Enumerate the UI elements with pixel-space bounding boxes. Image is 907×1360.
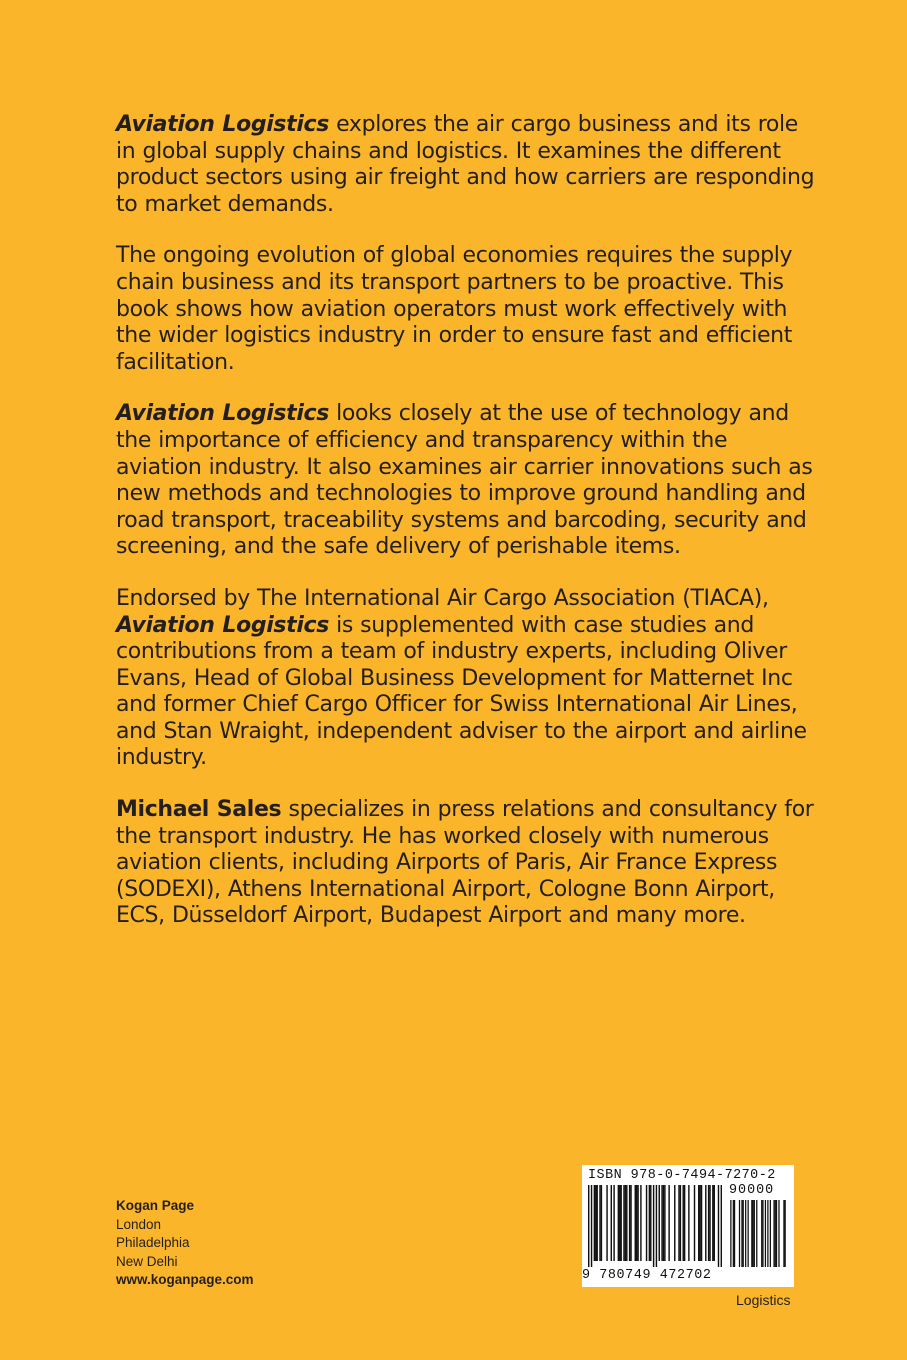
blurb-text: Endorsed by The International Air Cargo Association (TIACA),: [116, 585, 769, 611]
barcode-bar: [718, 1185, 719, 1267]
barcode-bar: [756, 1200, 757, 1267]
barcode-bar: [613, 1185, 614, 1261]
barcode-bar: [683, 1185, 684, 1261]
barcode-bar: [785, 1200, 786, 1267]
blurb-text: specializes in press relations and consultancy for the transport industry. He has worked closely with numerous aviation clients, including Airports of Paris, Air France Express (SODEXI), Athens International Airport, Cologne Bonn Airport, ECS, Düsseldorf Airport, Budapest Airport and many more.: [116, 797, 814, 929]
barcode-bar: [783, 1200, 784, 1267]
barcode-bar: [626, 1185, 627, 1261]
barcode-bar: [684, 1185, 685, 1261]
publisher-city: New Delhi: [116, 1253, 178, 1269]
barcode-bar: [775, 1200, 776, 1267]
barcode-bar: [754, 1200, 755, 1267]
price-code: 90000: [729, 1183, 775, 1198]
barcode-bar: [629, 1185, 630, 1261]
publisher-website: www.koganpage.com: [116, 1272, 254, 1288]
blurb-paragraph-3: [116, 401, 816, 561]
barcode-bar: [659, 1185, 660, 1261]
barcode-bar: [680, 1185, 681, 1261]
barcode-bar: [596, 1185, 597, 1261]
barcode-bar: [698, 1185, 699, 1261]
blurb-text: The ongoing evolution of global economies requires the supply chain business and its transport partners to be proactive. This book shows how aviation operators must work effectively with the wider logistics industry in order to ensure fast and efficient facilitation.: [116, 243, 793, 375]
isbn-barcode: [582, 1165, 794, 1287]
barcode-bar: [620, 1185, 621, 1261]
barcode-bar: [761, 1200, 762, 1267]
barcode-bar: [640, 1185, 641, 1261]
barcode-bar: [708, 1185, 709, 1261]
barcode-bar: [636, 1185, 637, 1261]
barcode-bar: [663, 1185, 664, 1261]
barcode-bar: [650, 1185, 651, 1261]
barcode-bar: [664, 1185, 665, 1261]
author-name: Michael Sales: [116, 797, 282, 823]
blurb-text: is supplemented with case studies and contributions from a team of industry experts, including Oliver Evans, Head of Global Business Development for Matternet Inc and former Chief Cargo Officer for Swiss International Air Lines, and Stan Wraight, independent adviser to the airport and airline industry.: [116, 612, 807, 771]
barcode-bar: [709, 1185, 710, 1261]
barcode-bar: [618, 1185, 619, 1261]
barcode-bar: [748, 1200, 749, 1267]
ean-digits: 9 780749 472702: [582, 1268, 712, 1283]
book-title: Aviation Logistics: [116, 612, 329, 638]
barcode-bar: [721, 1185, 722, 1267]
author-bio: [116, 797, 816, 930]
barcode-bar: [591, 1185, 592, 1267]
barcode-bar: [741, 1200, 742, 1267]
barcode-bar: [712, 1185, 713, 1261]
barcode-bar: [694, 1185, 695, 1261]
barcode-bar: [701, 1185, 702, 1261]
barcode-bar: [661, 1185, 662, 1261]
blurb-text: explores the air cargo business and its role in global supply chains and logistics. It examines the different product sectors using air freight and how carriers are responding to market demands.: [116, 112, 815, 217]
barcode-bar: [770, 1200, 771, 1267]
barcode-bar: [635, 1185, 636, 1261]
barcode-bar: [674, 1185, 675, 1261]
barcode-bar: [599, 1185, 600, 1261]
barcode-bar: [688, 1185, 689, 1261]
barcode-bar: [656, 1185, 657, 1267]
barcode-bar: [606, 1185, 607, 1261]
barcode-bar: [733, 1200, 734, 1267]
book-title: Aviation Logistics: [116, 112, 329, 137]
barcode-bar: [588, 1185, 589, 1267]
blurb-text: looks closely at the use of technology and the importance of efficiency and transparency within the aviation industry. It also examines air carrier innovations such as new methods and technologies to improve ground handling and road transport, traceability systems and barcoding, security and screening, and the safe delivery of perishable items.: [116, 401, 813, 560]
barcode-bar: [773, 1200, 774, 1267]
barcode-bar: [762, 1200, 763, 1267]
back-cover-blurb: [116, 112, 816, 955]
blurb-paragraph-2: [116, 243, 816, 376]
barcode-bar: [765, 1200, 766, 1267]
barcode-bar: [637, 1185, 638, 1261]
addon-barcode-bars: [729, 1200, 787, 1267]
barcode-bar: [678, 1185, 679, 1261]
barcode-bar: [730, 1200, 731, 1267]
barcode-bar: [752, 1200, 753, 1267]
barcode-bar: [705, 1185, 706, 1261]
barcode-bar: [668, 1185, 669, 1261]
barcode-bar: [778, 1200, 779, 1267]
book-title: Aviation Logistics: [116, 401, 329, 427]
blurb-paragraph-4: [116, 586, 816, 772]
barcode-bar: [739, 1200, 740, 1267]
category-label: Logistics: [736, 1292, 791, 1308]
barcode-bar: [630, 1185, 631, 1261]
barcode-bar: [714, 1185, 715, 1261]
publisher-city: Philadelphia: [116, 1235, 190, 1251]
barcode-bar: [611, 1185, 612, 1261]
barcode-bar: [734, 1200, 735, 1267]
barcode-bar: [646, 1185, 647, 1261]
publisher-name: Kogan Page: [116, 1198, 195, 1213]
isbn-label: ISBN 978-0-7494-7270-2: [588, 1168, 776, 1183]
barcode-bar: [623, 1185, 624, 1261]
barcode-bar: [625, 1185, 626, 1261]
publisher-city: London: [116, 1216, 162, 1232]
barcode-bar: [595, 1185, 596, 1261]
publisher-info: [116, 1197, 254, 1290]
barcode-bar: [767, 1200, 768, 1267]
barcode-bar: [751, 1200, 752, 1267]
barcode-bar: [594, 1185, 595, 1261]
barcode-bar: [653, 1185, 654, 1267]
blurb-paragraph-1: [116, 112, 816, 218]
barcode-bar: [745, 1200, 746, 1267]
barcode-bar: [776, 1200, 777, 1267]
barcode-bar: [619, 1185, 620, 1261]
barcode-bar: [743, 1200, 744, 1267]
ean-barcode-bars: [588, 1185, 722, 1267]
barcode-bar: [699, 1185, 700, 1261]
barcode-bar: [649, 1185, 650, 1261]
barcode-bar: [601, 1185, 602, 1261]
